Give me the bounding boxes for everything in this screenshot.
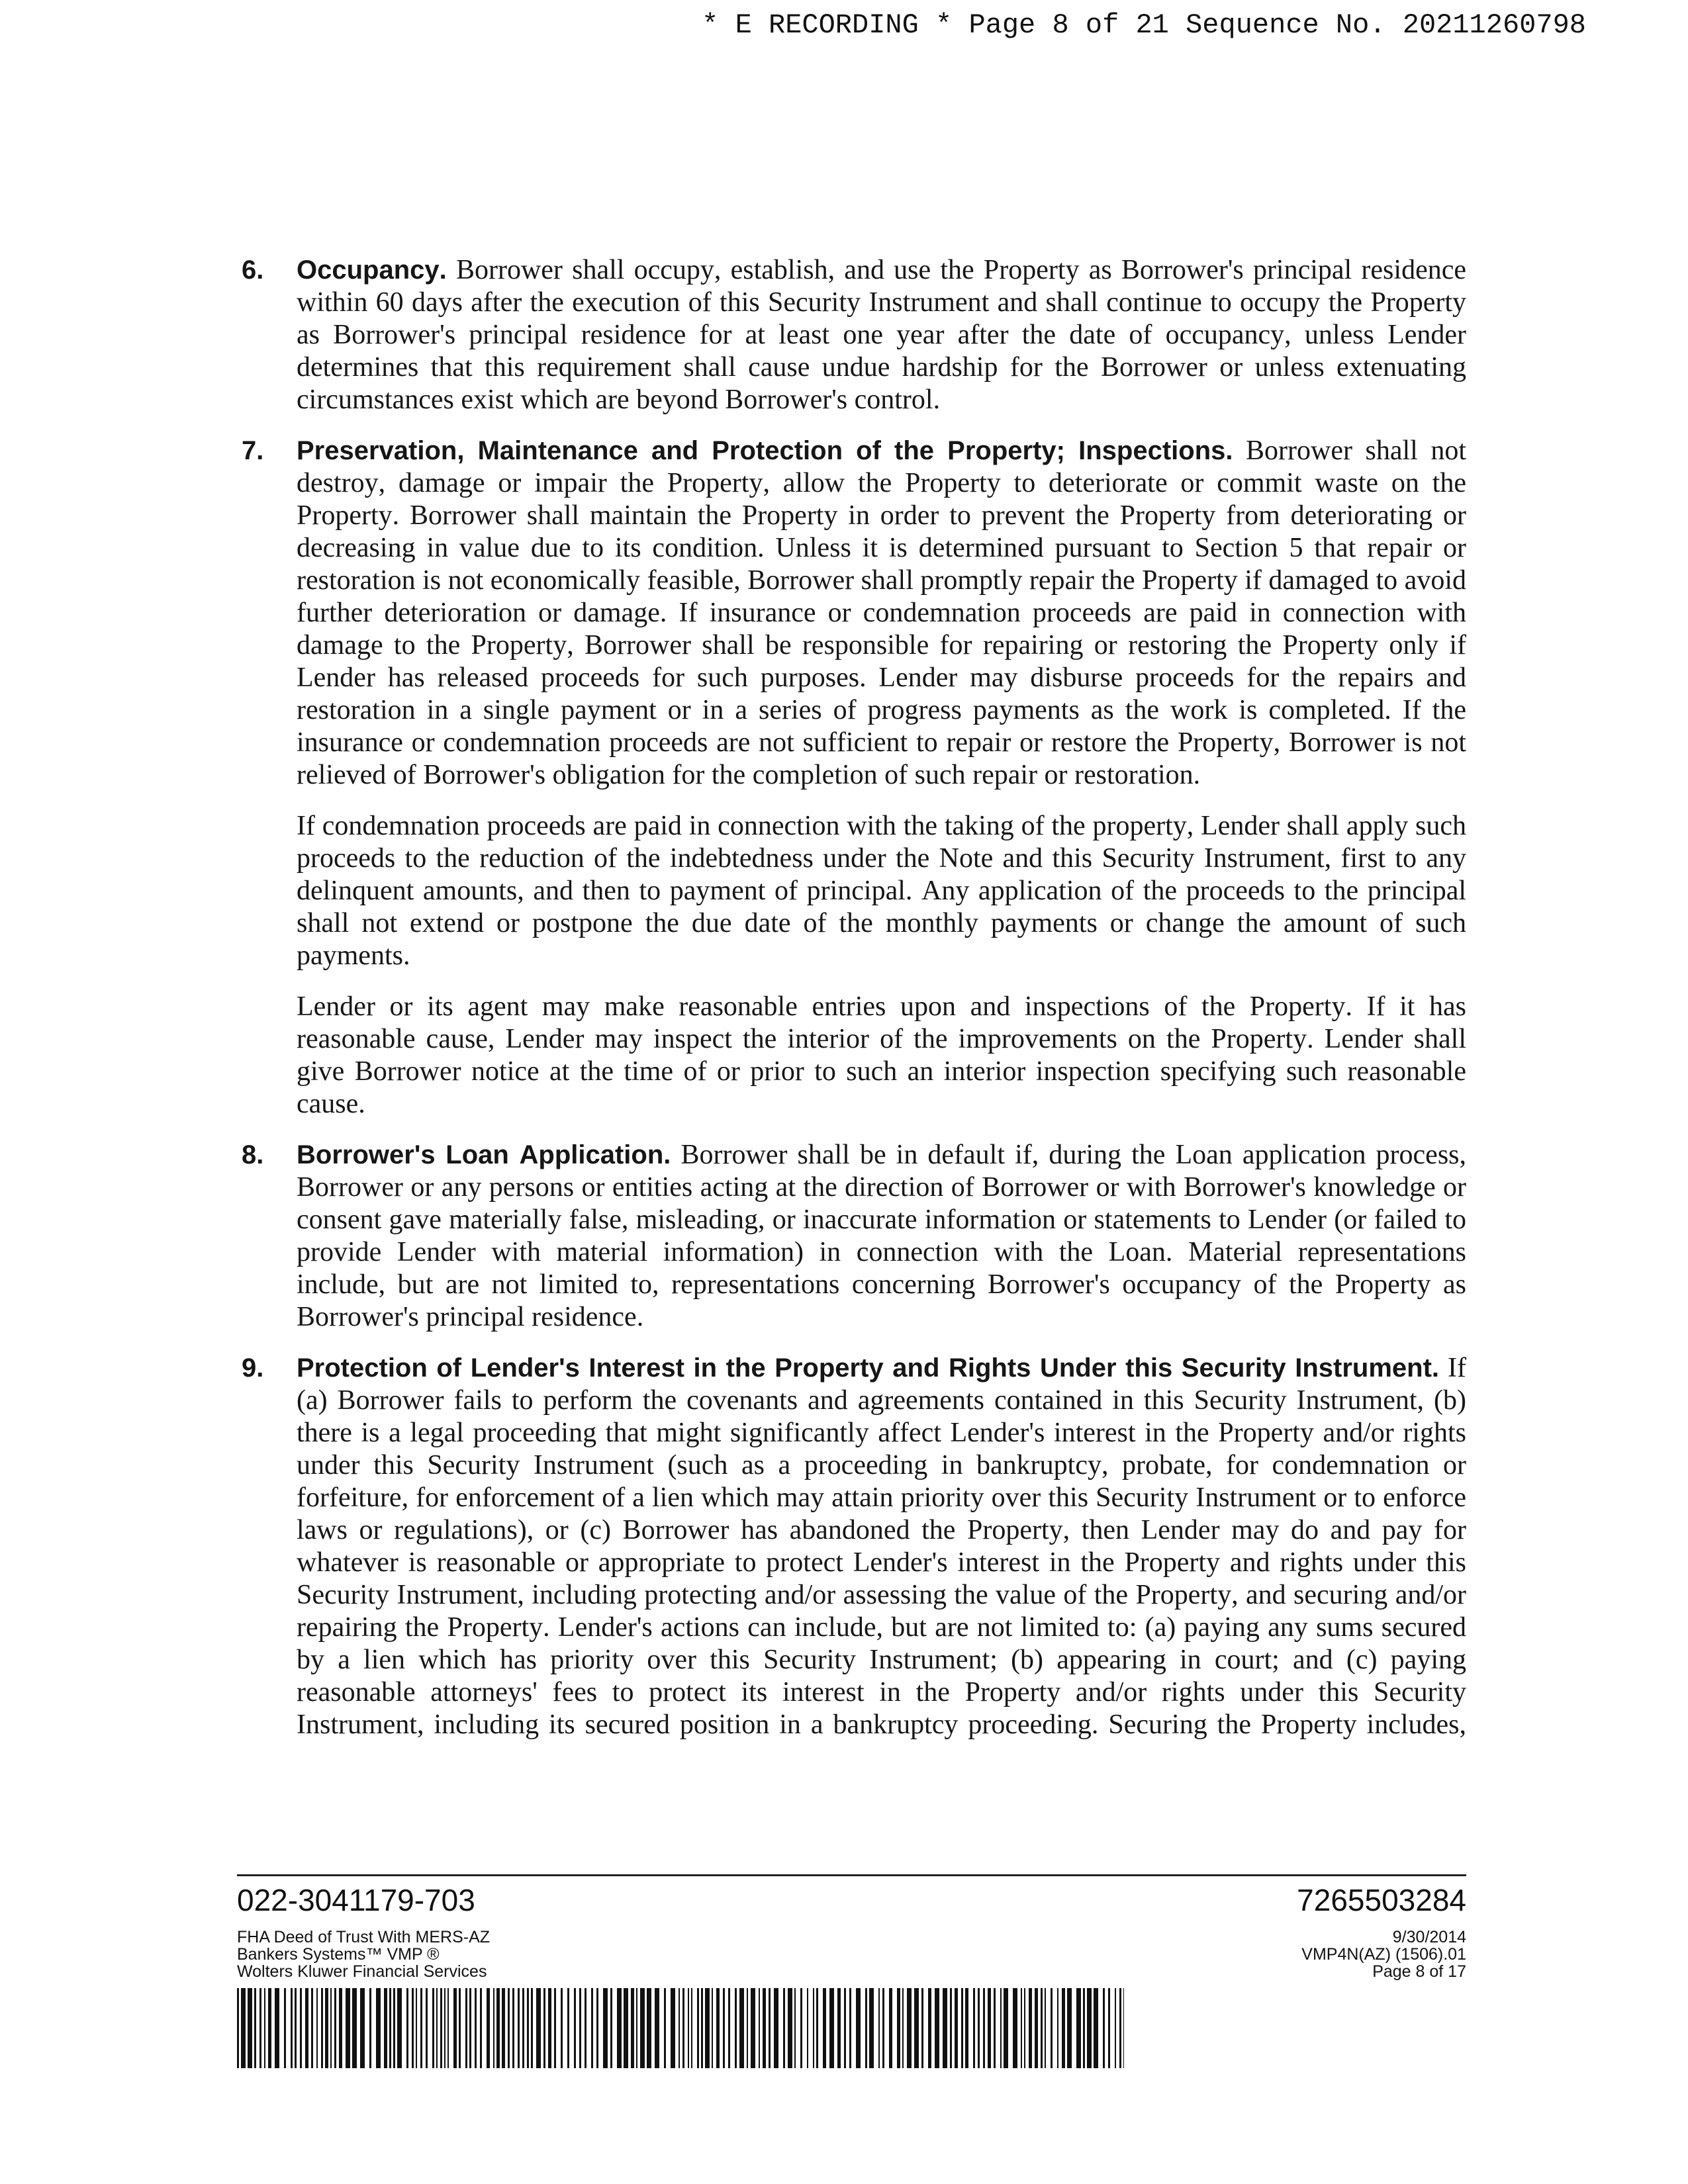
loan-number: 022-3041179-703 — [237, 1883, 475, 1917]
footer-divider — [237, 1874, 1466, 1876]
section-paragraph — [297, 435, 1466, 792]
form-publisher-company: Wolters Kluwer Financial Services — [237, 1962, 487, 1981]
section-paragraph: Lender or its agent may make reasonable entries upon and inspections of the Property. If it has reasonable cause, Lender may inspect the interior of the improvements on the Property. Lender shall give Borrower notice at the time of or prior to such an interior inspection specifying such reasonable cause. — [297, 991, 1466, 1119]
section-9 — [242, 1352, 1466, 1741]
form-title: FHA Deed of Trust With MERS-AZ — [237, 1928, 491, 1946]
section-heading: Preservation, Maintenance and Protection of the Property; Inspections. — [297, 436, 1233, 465]
section-paragraph: If condemnation proceeds are paid in connection with the taking of the property, Lender shall apply such proceeds to the reduction of the indebtedness under the Note and this Security Instrument, first to any delinquent amounts, and then to payment of principal. Any application of the proceeds to the principal shall not extend or postpone the due date of the monthly payments or change the amount of such payments. — [297, 811, 1466, 971]
section-heading: Occupancy. — [297, 255, 447, 285]
section-number: 9. — [242, 1353, 264, 1383]
form-page-label: Page 8 of 17 — [1372, 1962, 1466, 1981]
section-paragraph — [297, 254, 1466, 416]
section-heading: Protection of Lender's Interest in the Property and Rights Under this Security Instrument. — [297, 1353, 1440, 1383]
form-date: 9/30/2014 — [1392, 1928, 1466, 1946]
form-code: VMP4N(AZ) (1506).01 — [1301, 1945, 1466, 1964]
section-8 — [242, 1139, 1467, 1334]
section-7 — [242, 435, 1466, 1120]
document-number: 7265503284 — [1297, 1883, 1466, 1917]
section-body-text: Borrower shall occupy, establish, and use the Property as Borrower's principal residence within 60 days after the execution of this Security Instrument and shall continue to occupy the Property as Borrower's principal residence for at least one year after the date of occupancy, unless Lender determines that this requirement shall cause undue hardship for the Borrower or unless extenuating circumstances exist which are beyond Borrower's control. — [297, 255, 1466, 415]
section-paragraph — [297, 1139, 1466, 1334]
form-info-left — [237, 1929, 490, 1980]
section-body-text: Borrower shall be in default if, during the Loan application process, Borrower or any persons or entities acting at the direction of Borrower or with Borrower's knowledge or consent gave materially false, misleading, or inaccurate information or statements to Lender (or failed to provide Lender with material information) in connection with the Loan. Material representations include, but are not limited to, representations concerning Borrower's occupancy of the Property as Borrower's principal residence. — [297, 1140, 1467, 1332]
section-6 — [242, 254, 1466, 416]
document-body — [242, 254, 1467, 1760]
recording-stamp: * E RECORDING * Page 8 of 21 Sequence No. 20211260798 — [702, 9, 1586, 41]
barcode — [237, 1988, 1124, 2068]
form-info-right — [1301, 1929, 1466, 1980]
section-body-text: If (a) Borrower fails to perform the covenants and agreements contained in this Security Instrument, (b) there is a legal proceeding that might significantly affect Lender's interest in the Property and/or rights under this Security Instrument (such as a proceeding in bankruptcy, probate, for condemnation or forfeiture, for enforcement of a lien which may attain priority over this Security Instrument or to enforce laws or regulations), or (c) Borrower has abandoned the Property, then Lender may do and pay for whatever is reasonable or appropriate to protect Lender's interest in the Property and rights under this Security Instrument, including protecting and/or assessing the value of the Property, and securing and/or repairing the Property. Lender's actions can include, but are not limited to: (a) paying any sums secured by a lien which has priority over this Security Instrument; (b) appearing in court; and (c) paying reasonable attorneys' fees to protect its interest in the Property and/or rights under this Security Instrument, including its secured position in a bankruptcy proceeding. Securing the Property includes, — [297, 1353, 1466, 1740]
section-number: 6. — [242, 255, 264, 285]
form-publisher: Bankers Systems™ VMP ® — [237, 1945, 440, 1964]
section-number: 8. — [242, 1140, 264, 1169]
section-paragraph — [297, 1352, 1466, 1741]
section-heading: Borrower's Loan Application. — [297, 1140, 671, 1169]
section-number: 7. — [242, 436, 264, 465]
section-body-text: Borrower shall not destroy, damage or impair the Property, allow the Property to deteriorate or commit waste on the Property. Borrower shall maintain the Property in order to prevent the Property from deteriorating or decreasing in value due to its condition. Unless it is determined pursuant to Section 5 that repair or restoration is not economically feasible, Borrower shall promptly repair the Property if damaged to avoid further deterioration or damage. If insurance or condemnation proceeds are paid in connection with damage to the Property, Borrower shall be responsible for repairing or restoring the Property only if Lender has released proceeds for such purposes. Lender may disburse proceeds for the repairs and restoration in a single payment or in a series of progress payments as the work is completed. If the insurance or condemnation proceeds are not sufficient to repair or restore the Property, Borrower is not relieved of Borrower's obligation for the completion of such repair or restoration. — [297, 435, 1466, 790]
